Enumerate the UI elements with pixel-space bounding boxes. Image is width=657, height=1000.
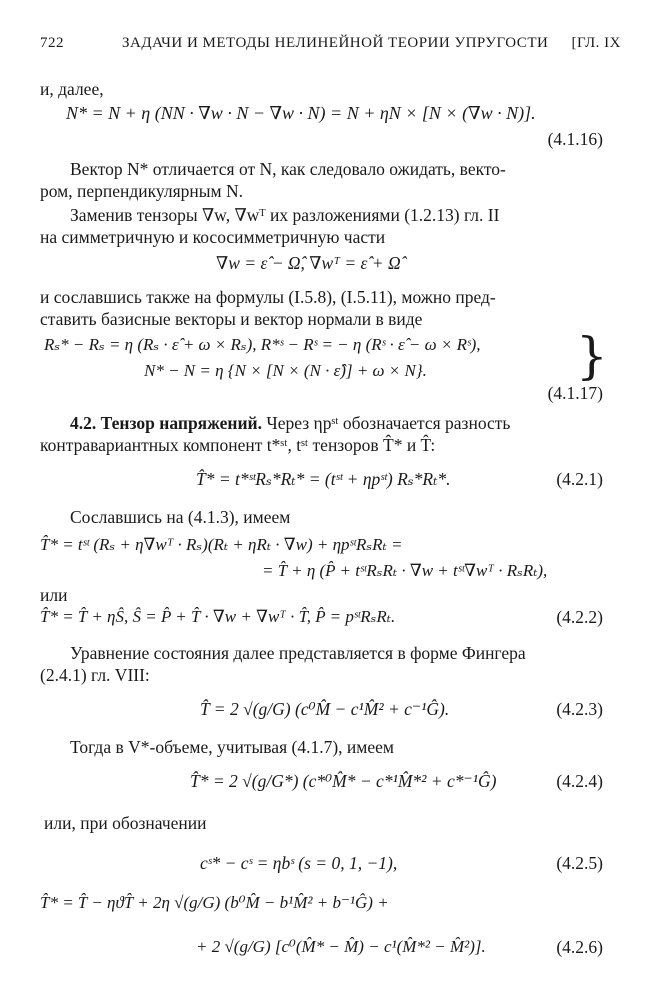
paragraph-or: или — [40, 585, 68, 605]
equation-4-2-1: T̂* = t*ˢᵗRₛ*Rₜ* = (tˢᵗ + ηpˢᵗ) Rₛ*Rₜ*. — [196, 469, 451, 489]
equation-tag-4-2-4: (4.2.4) — [556, 771, 603, 791]
equation-tag-4-2-6: (4.2.6) — [556, 937, 603, 957]
equation-4-2-4: T̂* = 2 √(g/G*) (c*⁰M̂* − c*¹M̂*² + c*⁻¹Ĝ) — [190, 771, 497, 791]
equation-tag-4-1-17: (4.1.17) — [547, 383, 603, 403]
paragraph-refer-line-2: ставить базисные векторы и вектор нормали в виде — [40, 309, 423, 329]
paragraph-stress-line-2: контравариантных компонент t*ˢᵗ, tˢᵗ тензоров T̂* и T̂: — [40, 435, 436, 455]
equation-tag-4-2-1: (4.2.1) — [556, 469, 603, 489]
paragraph-state-line-1: Уравнение состояния далее представляется в форме Фингера — [70, 643, 526, 663]
paragraph-state-line-2: (2.4.1) гл. VIII: — [40, 665, 150, 685]
section-heading: 4.2. Тензор напряжений. — [70, 413, 263, 433]
paragraph-reference-4-1-3: Сославшись на (4.1.3), имеем — [70, 507, 291, 527]
equation-gradient-decomposition: ∇w = ε̂ − Ω̂, ∇wᵀ = ε̂ + Ω̂ — [216, 253, 401, 273]
page-number: 722 — [40, 35, 64, 51]
equation-tag-4-2-2: (4.2.2) — [556, 607, 603, 627]
equation-4-2-6-line-1: T̂* = T̂ − ηϑT̂ + 2η √(g/G) (b⁰M̂ − b¹M̂² + b⁻¹Ĝ) + — [40, 893, 389, 912]
equation-4-1-17-line-1: Rₛ* − Rₛ = η (Rₛ · ε̂ + ω × Rₛ), R*ˢ − Rˢ = − η (Rˢ · ε̂ − ω × Rˢ), — [44, 335, 481, 354]
paragraph-refer-line-1: и сославшись также на формулы (I.5.8), (I.5.11), можно пред- — [40, 287, 496, 307]
equation-4-2-3: T̂ = 2 √(g/G) (c⁰M̂ − c¹M̂² + c⁻¹Ĝ). — [200, 699, 450, 719]
chapter-label: [ГЛ. IX — [571, 35, 621, 51]
equation-tag-4-1-16: (4.1.16) — [547, 129, 603, 149]
running-title: ЗАДАЧИ И МЕТОДЫ НЕЛИНЕЙНОЙ ТЕОРИИ УПРУГОСТИ — [122, 35, 549, 51]
equation-tag-4-2-5: (4.2.5) — [556, 853, 603, 873]
section-4-2-line-1 — [70, 412, 510, 435]
equation-4-1-16: N* = N + η (NN · ∇w · N − ∇w · N) = N + ηN × [N × (∇w · N)]. — [66, 103, 536, 123]
paragraph-then: Тогда в V*-объеме, учитывая (4.1.7), имеем — [70, 737, 394, 757]
paragraph-stress-line-1: Через ηpˢᵗ обозначается разность — [266, 413, 511, 433]
paragraph-vector-line-2: ром, перпендикулярным N. — [40, 181, 243, 201]
paragraph-vector-line-1: Вектор N* отличается от N, как следовало ожидать, векто- — [70, 159, 506, 179]
equation-4-2-2: T̂* = T̂ + ηŜ, Ŝ = P̂ + T̂ · ∇w + ∇wᵀ · T̂, P̂ = pˢᵗRₛRₜ. — [40, 607, 396, 626]
right-brace: } — [576, 327, 608, 385]
paragraph-notation: или, при обозначении — [44, 813, 207, 833]
equation-4-2-5: cˢ* − cˢ = ηbˢ (s = 0, 1, −1), — [200, 853, 398, 873]
equation-long-line-1: T̂* = tˢᵗ (Rₛ + η∇wᵀ · Rₛ)(Rₜ + ηRₜ · ∇w) + ηpˢᵗRₛRₜ = — [40, 535, 403, 554]
equation-tag-4-2-3: (4.2.3) — [556, 699, 603, 719]
paragraph-replace-line-1: Заменив тензоры ∇w, ∇wᵀ их разложениями (1.2.13) гл. II — [70, 205, 500, 225]
equation-long-line-2: = T̂ + η (P̂ + tˢᵗRₛRₜ · ∇w + tˢᵗ∇wᵀ · RₛRₜ), — [262, 561, 548, 580]
paragraph-intro: и, далее, — [40, 79, 104, 99]
equation-4-2-6-line-2: + 2 √(g/G) [c⁰(M̂* − M̂) − c¹(M̂*² − M̂²)]. — [196, 937, 486, 956]
paragraph-replace-line-2: на симметричную и кососимметричную части — [40, 227, 386, 247]
equation-4-1-17-line-2: N* − N = η {N × [N × (N · ε̂)] + ω × N}. — [144, 361, 427, 380]
